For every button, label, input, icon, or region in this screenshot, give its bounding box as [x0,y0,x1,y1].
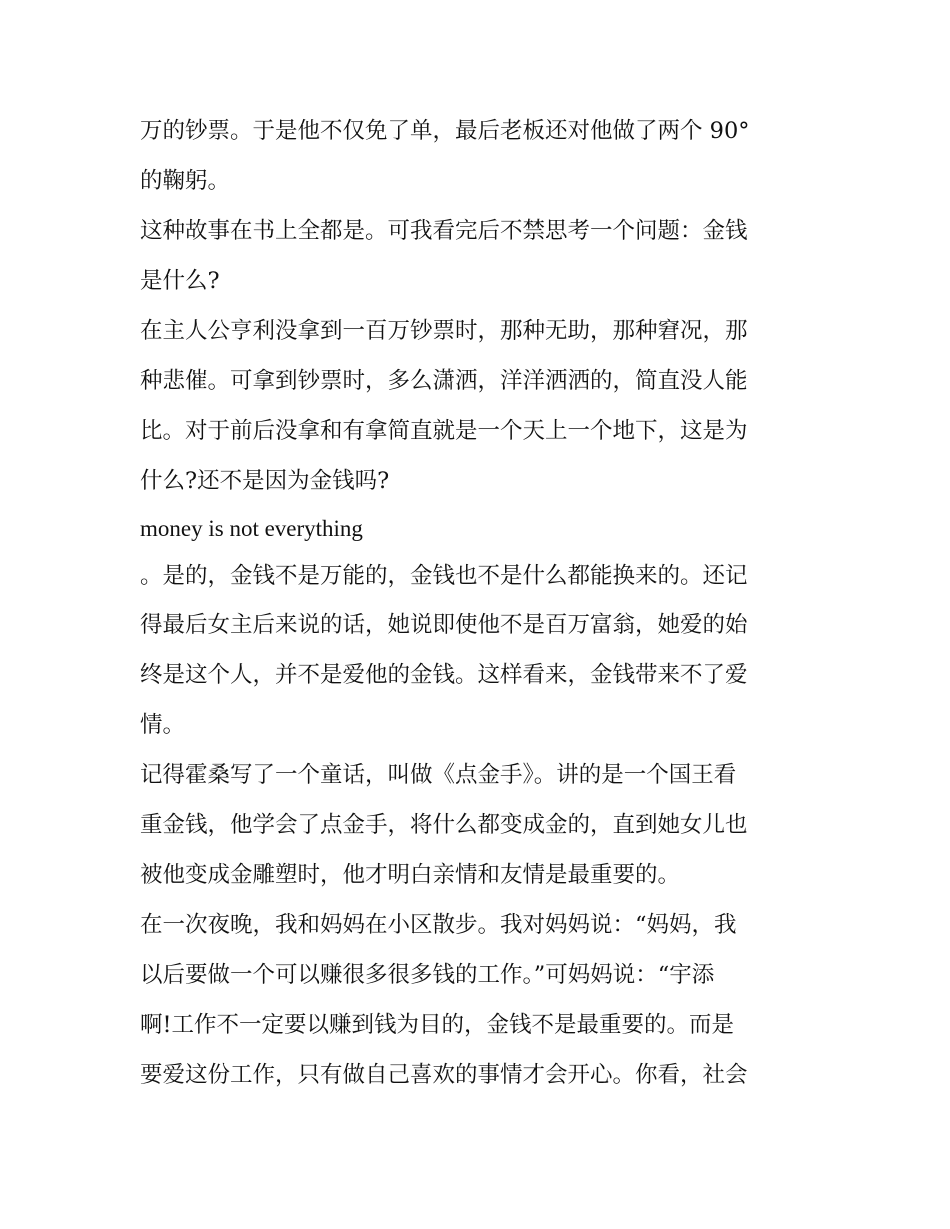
text-line: 在主人公亨利没拿到一百万钞票时，那种无助，那种窘况，那 [140,318,748,344]
text-line: 重金钱，他学会了点金手，将什么都变成金的，直到她女儿也 [140,812,748,838]
text-line: 比。对于前后没拿和有拿简直就是一个天上一个地下，这是为 [140,418,748,444]
text-line: 万的钞票。于是他不仅免了单，最后老板还对他做了两个 90° [140,118,750,144]
text-line: 种悲催。可拿到钞票时，多么潇洒，洋洋洒洒的，简直没人能 [140,368,748,394]
text-line: 在一次夜晚，我和妈妈在小区散步。我对妈妈说：“妈妈，我 [140,912,737,938]
text-line: 以后要做一个可以赚很多很多钱的工作。”可妈妈说：“宇添 [140,962,715,988]
text-line: 。是的，金钱不是万能的，金钱也不是什么都能换来的。还记 [140,563,748,589]
text-line: 记得霍桑写了一个童话，叫做《点金手》。讲的是一个国王看 [140,762,737,788]
english-phrase-line: money is not everything [140,516,363,541]
text-line: 情。 [140,712,186,738]
text-line: 的鞠躬。 [140,168,231,194]
text-line: 被他变成金雕塑时，他才明白亲情和友情是最重要的。 [140,862,681,888]
text-line: 得最后女主后来说的话，她说即使他不是百万富翁，她爱的始 [140,612,748,638]
text-line: 终是这个人，并不是爱他的金钱。这样看来，金钱带来不了爱 [140,662,748,688]
text-line: 什么?还不是因为金钱吗? [140,468,390,494]
text-line: 是什么? [140,268,220,294]
text-line: 这种故事在书上全都是。可我看完后不禁思考一个问题：金钱 [140,218,748,244]
text-line: 啊!工作不一定要以赚到钱为目的，金钱不是最重要的。而是 [140,1012,735,1038]
text-line: 要爱这份工作，只有做自己喜欢的事情才会开心。你看，社会 [140,1062,748,1088]
body-text [140,106,812,1100]
